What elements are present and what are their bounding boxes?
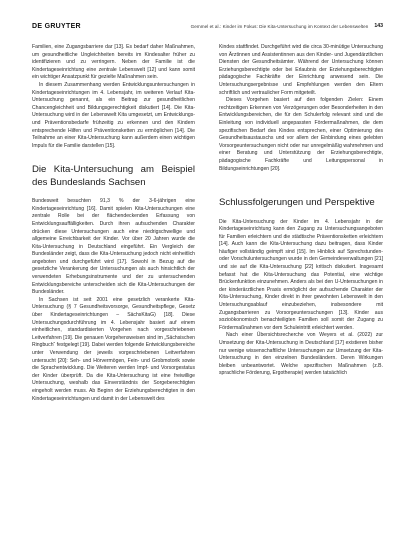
page-number: 143 (374, 23, 383, 29)
section-heading-kita-sachsen: Die Kita-Untersuchung am Beispiel des Bundeslands Sachsen (32, 164, 195, 188)
right-paragraph-2: Dieses Vorgehen basiert auf den folgenden Zielen: Einem rechtzeitigen Erkennen von Verzögerungen oder Besonderheiten in den Entwicklungsbereichen, die für den Schulerfolg relevant sind und die Einleitung von individuell angepassten Fördermaßnahmen, die dem spezifischen Bedarf des Kindes entsprechen, einer Optimierung des Gesundheitsaustauschs und vor allem der Einbindung eines gelebten Vorsorgeuntersuchungen nicht oder nur unregelmäßig wahrnehmen und einer Beratung und Unterstützung der Erziehungsberechtigte, pädagogische Fachkräfte und Leitungspersonal in Bildungseinrichtungen [20]. (219, 97, 383, 172)
left-paragraph-2: In diesem Zusammenhang werden Entwicklungsuntersuchungen in Kindertageseinrichtungen im 4. Lebensjahr, im weiteren Verlauf Kita-Untersuchung genannt, als ein Beitrag zur gesundheitlichen Chancengleichheit und Bildungsgerechtigkeit diskutiert [14]. Die Kita-Untersuchung wird in der Lebenswelt Kita umgesetzt, um Entwicklungs- und Präventionsbedarfe frühzeitig zu erkennen und den Kindern entsprechende Hilfen und Präventionsketten zu ermöglichen [14]. Die Teilnahme an einer Kita-Untersuchung kann außerdem einen wichtigen Impuls für die Familie darstellen [15]. (32, 81, 195, 149)
running-title: Gemmel et al.: Kinder im Fokus: Die Kita-Untersuchung im Kontext der Lebenswelten (190, 23, 369, 29)
publisher-logo: DE GRUYTER (32, 22, 81, 30)
right-paragraph-4: Nach einer Übersichtsrecherche von Weyers et al. (2022) zur Umsetzung der Kita-Untersuchung in Deutschland [17] existieren bisher nur wenige wissenschaftliche Untersuchungen zur Umsetzung der Kita-Untersuchung in den einzelnen Bundesländern. Deren Wirkungen bleiben unbeantwortet. Welche spezifischen Maßnahmen (z.B. sprachliche Förderung, Ergotherapie) werden tatsächlich (219, 332, 383, 377)
left-paragraph-1: Familien, eine Zugangsbarriere dar [13]. Es bedarf daher Maßnahmen, um gesundheitliche Ungleichheiten bereits im Kindesalter früher zu identifizieren und zu verringern. Neben der Familie ist die Kindertageseinrichtung eine zentrale Lebenswelt [12] und kann somit ein wichtiger Ansatzpunkt für gezielte Maßnahmen sein. (32, 44, 195, 81)
right-column (219, 44, 383, 378)
left-paragraph-4: In Sachsen ist seit 2001 eine gesetzlich verankerte Kita-Untersuchung (§ 7 Gesundheitsvorsorge, Gesundheitspflege, Gesetz über Kindertageseinrichtungen – SächsKitaG) [18]. Diese Untersuchungsdurchführung im 4. Lebensjahr basiert auf einem einheitlichen, standardisierten Vorgehen nach vorgeschriebenen Leitverfahren [19]. Die genauen Vorgehensweisen sind im „Sächsischen Ringbuch“ festgelegt [19]. Dabei werden folgende Entwicklungsbereiche unter Verwendung der jeweils vorgeschriebenen Leitverfahren untersucht [20]: Seh- und Hörvermögen, Fein- und Grobmotorik sowie die Sprachentwicklung. Die Weiteren werden Impf- und Vorsorgestatus der Kinder überprüft. Da die Kita-Untersuchung ist eine freiwillige Untersuchung, weshalb das Einverständnis der Sorgeberechtigten eingeholt werden muss. Ab Beginn der Erziehungsberechtigten in den Kindertageseinrichtungen und damit in der Lebenswelt des (32, 296, 195, 402)
left-column (32, 44, 195, 403)
right-paragraph-3: Die Kita-Untersuchung der Kinder im 4. Lebensjahr in der Kindertageseinrichtung kann den Zugang zu Untersuchungsangeboten für Familien erleichtern und die städtische Präventionsketten erleichtern [14]. Auch kann die Kita-Untersuchung dazu beitragen, dass Kinder häufiger vollständig geimpft sind [15]. Im Hinblick auf Sprechstunden- oder Vorschuluntersuchungen wurde in den Gemeindeverwaltungen [21] und sie auf die Kita-Untersuchung [22] kritisch diskutiert. Insgesamt befasst hat die Kita-Untersuchung das Potential, eine wichtige Brückenfunktion einzunehmen. Anders als bei den U-Untersuchungen in der kinderärztlichen Praxis ermöglicht der aufsuchende Charakter der Kita-Untersuchung, Kinder direkt in ihrer gewohnten Lebenswelt in den Untersuchungsablauf einzubeziehen, insbesondere mit Zugangsbarrieren zu Vorsorgeuntersuchungen [13]. Kinder aus sozioökonomisch benachteiligten Familien soll somit der Zugang zu Fördermaßnahmen vor dem Schuleintritt erleichtert werden. (219, 218, 383, 331)
section-heading-schlussfolgerungen: Schlussfolgerungen und Perspektive (219, 197, 375, 209)
left-paragraph-3: Bundesweit besuchten 91,3 % der 3-6-jährigen eine Kindertageseinrichtung [16]. Damit spielen Kita-Untersuchungen eine zentrale Rolle bei der flächendeckenden Erfassung von Entwicklungsauffälligkeiten. Durch ihren aufsuchenden Charakter drücken diese Untersuchungen auch eine niedrigschwellige und allgemeine Erreichbarkeit der Kinder. Vor über 20 Jahren wurde die Kita-Untersuchung in Deutschland eingeführt. Ein Vergleich der Bundesländer zeigt, dass die Kita-Untersuchung jedoch nicht einheitlich angeboten und durchgeführt wird [17]. Sowohl in Bezug auf die gesetzliche Verankerung der Untersuchungen als auch hinsichtlich der verwendeten Erhebungsinstrumente und der zu untersuchenden Entwicklungsbereiche unterscheiden sich die Kita-Untersuchungen der Bundesländer. (32, 198, 195, 296)
right-paragraph-1: Kindes stattfindet. Durchgeführt wird die circa 30-minütige Untersuchung von Ärztinnen und Assistentinnen aus den Kinder- und Jugendärztlichen Diensten der Gesundheitsämter. Während der Untersuchung können Erziehungsberechtigte oder bei Erlaubnis der Erziehungsberechtigten pädagogische Fachkräfte der Einrichtung anwesend sein. Die Untersuchungsergebnisse und Empfehlungen werden den Eltern schriftlich und vertraulicher Form mitgeteilt. (219, 44, 383, 96)
page-header (32, 20, 383, 32)
